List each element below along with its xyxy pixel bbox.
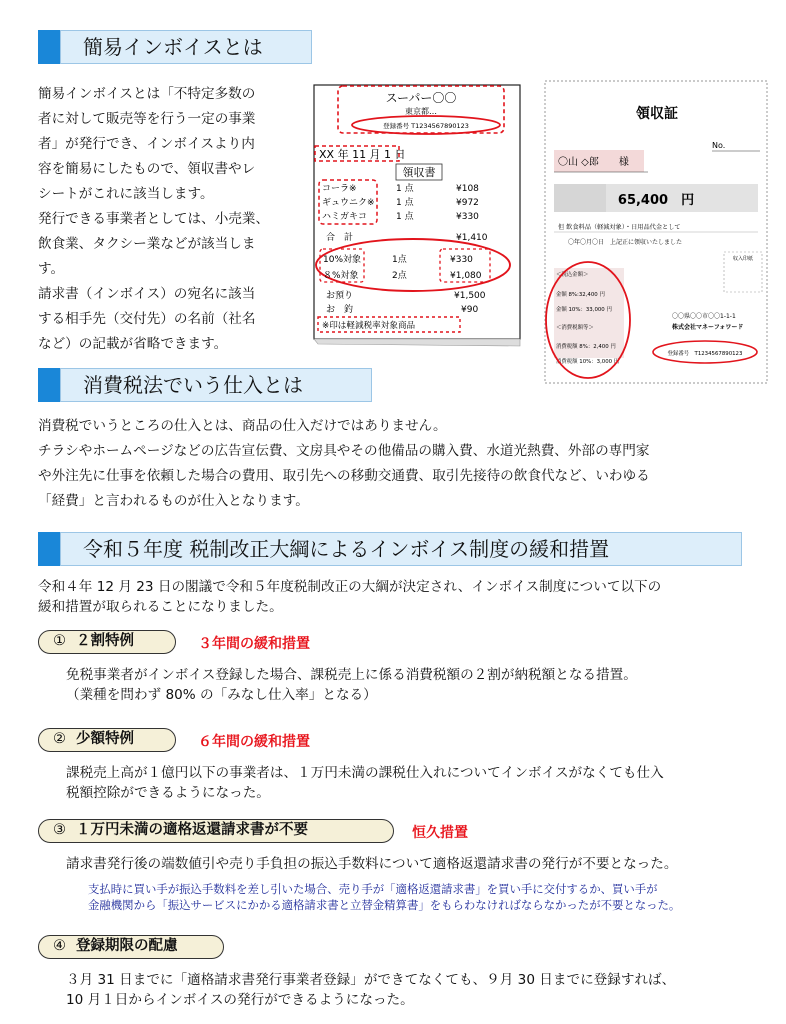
relief-item-3-text bbox=[66, 854, 776, 874]
simple-invoice-description bbox=[38, 82, 300, 357]
receipt-store: スーパー〇〇 bbox=[385, 91, 457, 105]
receipt-tax-value: ¥330 bbox=[450, 255, 473, 265]
text-line: 課税売上高が１億円以下の事業者は、１万円未満の課税仕入れについてインボイスがなくても仕入 bbox=[66, 765, 664, 781]
text-line: 請求書（インボイス）の宛名に該当 bbox=[38, 286, 256, 302]
receipt-illustration bbox=[306, 82, 528, 350]
text-line: 緩和措置が取られることになりました。 bbox=[38, 599, 283, 615]
receipt-deposit-label: お預り bbox=[326, 291, 354, 301]
relief-item-4-text bbox=[66, 970, 776, 1010]
text-line: や外注先に仕事を依頼した場合の費用、取引先への移動交通費、取引先接待の飲食代など、いわゆる bbox=[38, 468, 650, 484]
receipt-address: 東京都… bbox=[405, 107, 437, 116]
ledger-issuer-name: 株式会社マネーフォワード bbox=[672, 324, 744, 331]
relief-item-3-label bbox=[38, 819, 394, 843]
receipt-deposit-value: ¥1,500 bbox=[454, 291, 486, 301]
text-line: チラシやホームページなどの広告宣伝費、文房具やその他備品の購入費、水道光熱費、外部の専門家 bbox=[38, 443, 650, 459]
receipt-total-value: ¥1,410 bbox=[456, 233, 488, 243]
text-line: 免税事業者がインボイス登録した場合、課税売上に係る消費税額の２割が納税額となる措置。 bbox=[66, 667, 637, 683]
receipt-total-label: 合 計 bbox=[326, 233, 354, 243]
ledger-tax-8: 消費税額 8%：2,400 円 bbox=[556, 344, 616, 350]
receipt-tax-qty: 2点 bbox=[392, 271, 407, 281]
text-line: 10 月１日からインボイスの発行ができるようになった。 bbox=[66, 992, 414, 1008]
text-line: 簡易インボイスとは「不特定多数の bbox=[38, 86, 256, 102]
ledger-tax-head: ＜消費税額等＞ bbox=[556, 325, 594, 331]
item-label: 登録期限の配慮 bbox=[76, 938, 178, 954]
item-number: ② bbox=[53, 731, 66, 747]
section-title-simple-invoice: 簡易インボイスとは bbox=[60, 30, 312, 64]
relief-intro bbox=[38, 577, 778, 617]
ledger-issuer-address: 〇〇県〇〇市〇〇1-1-1 bbox=[672, 313, 736, 320]
receipt-item-qty: 1 点 bbox=[396, 198, 414, 208]
section-title-relief-measures: 令和５年度 税制改正大綱によるインボイス制度の緩和措置 bbox=[60, 532, 742, 566]
section-marker bbox=[38, 532, 60, 566]
ledger-tax-10: 消費税額 10%：3,000 円 bbox=[556, 359, 620, 365]
text-line: 令和４年 12 月 23 日の閣議で令和５年度税制改正の大綱が決定され、インボイス制度について以下の bbox=[38, 579, 662, 595]
ledger-issuer-reg: 登録番号 T1234567890123 bbox=[667, 351, 743, 357]
item-number: ④ bbox=[53, 938, 66, 954]
text-line: 者に対して販売等を行う一定の事業 bbox=[38, 111, 256, 127]
relief-item-4-label bbox=[38, 935, 224, 959]
receipt-change-value: ¥90 bbox=[461, 305, 479, 315]
receipt-tax-label: 10%対象 bbox=[323, 255, 362, 265]
receipt-tax-value: ¥1,080 bbox=[450, 271, 482, 281]
text-line: 請求書発行後の端数値引や売り手負担の振込手数料について適格返還請求書の発行が不要となった。 bbox=[66, 856, 678, 872]
ledger-purpose: 但 飲食料品（軽減対象）・日用品代金として bbox=[558, 224, 681, 231]
text-line: シートがこれに該当します。 bbox=[38, 186, 214, 202]
receipt-doc-title: 領収書 bbox=[402, 166, 436, 179]
ledger-receipt-illustration bbox=[544, 80, 768, 384]
receipt-date: XX 年 11 月 1 日 bbox=[319, 148, 406, 161]
relief-item-1-label bbox=[38, 630, 176, 654]
ledger-breakdown-10: 金額 10%：33,000 円 bbox=[556, 307, 612, 313]
receipt-item-price: ¥972 bbox=[456, 198, 479, 208]
receipt-item-name: ハミガキコ bbox=[322, 212, 368, 222]
receipt-item-price: ¥330 bbox=[456, 212, 479, 222]
receipt-item-price: ¥108 bbox=[456, 184, 479, 194]
text-line: 税額控除ができるようになった。 bbox=[66, 785, 270, 801]
section-marker bbox=[38, 368, 60, 402]
relief-item-2-label bbox=[38, 728, 176, 752]
text-line: ３月 31 日までに「適格請求書発行事業者登録」ができてなくても、９月 30 日までに登録すれば、 bbox=[66, 972, 676, 988]
text-line: す。 bbox=[38, 261, 65, 277]
item-label: ２割特例 bbox=[76, 633, 134, 649]
text-line: 者」が発行でき、インボイスより内 bbox=[38, 136, 255, 152]
receipt-change-label: お 釣 bbox=[326, 305, 354, 315]
text-line: 飲食業、タクシー業などが該当しま bbox=[38, 236, 256, 252]
purchases-description bbox=[38, 414, 778, 514]
ledger-amount: 65,400 円 bbox=[617, 193, 695, 208]
text-line: 容を簡易にしたもので、領収書やレ bbox=[38, 161, 256, 177]
text-line: 「経費」と言われるものが仕入となります。 bbox=[38, 493, 309, 509]
receipt-reg-no: 登録番号 T1234567890123 bbox=[383, 122, 469, 130]
text-line: する相手先（交付先）の名前（社名 bbox=[38, 311, 256, 327]
relief-item-2-note: ６年間の緩和措置 bbox=[198, 734, 310, 750]
receipt-tax-label: ８%対象 bbox=[323, 271, 359, 281]
relief-item-3-note: 恒久措置 bbox=[412, 825, 468, 841]
ledger-no-label: No. bbox=[712, 141, 726, 150]
ledger-title: 領収証 bbox=[636, 106, 678, 122]
relief-item-1-text bbox=[66, 665, 776, 705]
relief-item-2-text bbox=[66, 763, 776, 803]
text-line: 支払時に買い手が振込手数料を差し引いた場合、売り手が「適格返還請求書」を買い手に交付するか、買い手が bbox=[88, 882, 658, 896]
ledger-breakdown-head: ＜税込金額＞ bbox=[556, 272, 589, 278]
relief-item-3-detail bbox=[88, 881, 778, 913]
ledger-stamp-label: 収入印紙 bbox=[732, 256, 754, 262]
receipt-item-name: コーラ※ bbox=[322, 184, 357, 194]
text-line: 金融機関から「振込サービスにかかる適格請求書と立替金精算書」をもらわなければならなかったが不要となった。 bbox=[88, 898, 681, 912]
receipt-item-qty: 1 点 bbox=[396, 212, 414, 222]
text-line: など）の記載が省略できます。 bbox=[38, 336, 228, 352]
receipt-tax-qty: 1点 bbox=[392, 255, 407, 265]
ledger-recipient: 〇山 ◇郎 様 bbox=[558, 157, 629, 168]
text-line: 発行できる事業者としては、小売業、 bbox=[38, 211, 270, 227]
ledger-breakdown-8: 金額 8%:32,400 円 bbox=[556, 292, 605, 298]
section-title-purchases: 消費税法でいう仕入とは bbox=[60, 368, 372, 402]
receipt-item-qty: 1 点 bbox=[396, 184, 414, 194]
item-number: ① bbox=[53, 633, 66, 649]
section-marker bbox=[38, 30, 60, 64]
item-label: 少額特例 bbox=[76, 731, 134, 747]
ledger-received: 〇年〇月〇日 上記正に領収いたしました bbox=[568, 239, 683, 246]
item-label: １万円未満の適格返還請求書が不要 bbox=[76, 822, 308, 838]
text-line: 消費税でいうところの仕入とは、商品の仕入だけではありません。 bbox=[38, 418, 447, 434]
text-line: （業種を問わず 80% の「みなし仕入率」となる） bbox=[66, 687, 377, 703]
receipt-item-name: ギュウニク※ bbox=[322, 198, 375, 208]
receipt-note: ※印は軽減税率対象商品 bbox=[322, 321, 416, 331]
relief-item-1-note: ３年間の緩和措置 bbox=[198, 636, 310, 652]
item-number: ③ bbox=[53, 822, 66, 838]
